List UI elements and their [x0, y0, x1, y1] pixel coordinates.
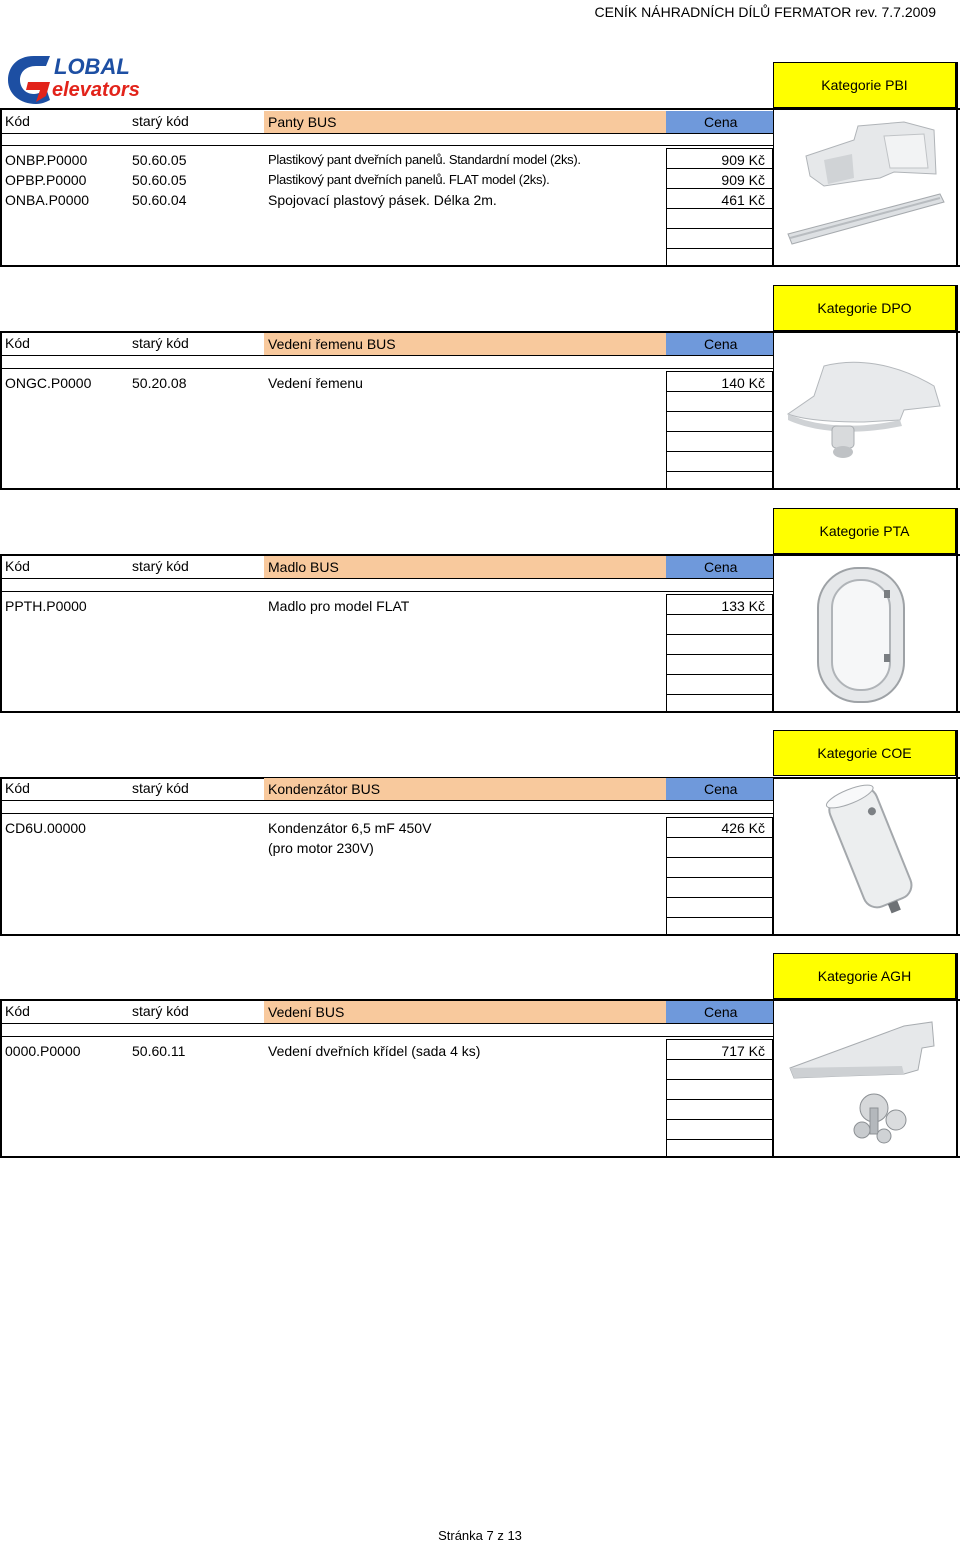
- table-row: 0000.P0000 50.60.11 Vedení dveřních křídel (sada 4 ks) 717 Kč: [5, 1043, 765, 1059]
- table-row: ONBP.P0000 50.60.05 Plastikový pant dveřních panelů. Standardní model (2ks). 909 Kč: [5, 152, 765, 168]
- col-cena: Cena: [666, 111, 773, 133]
- column-header-row: Kód starý kód Vedení BUS Cena: [0, 1001, 773, 1023]
- column-header-row: [0, 111, 773, 133]
- svg-text:elevators: elevators: [52, 79, 140, 101]
- table-row: PPTH.P0000 Madlo pro model FLAT 133 Kč: [5, 598, 765, 614]
- handle-product-image: [812, 564, 912, 706]
- door-guide-product-image: [784, 1012, 948, 1148]
- group-title: Panty BUS: [264, 111, 666, 133]
- hinge-product-image: [784, 116, 948, 266]
- table-row: CD6U.00000 Kondenzátor 6,5 mF 450V 426 Kč: [5, 820, 765, 836]
- group-title: Vedení řemenu BUS: [264, 333, 666, 355]
- global-elevators-logo: [6, 52, 186, 108]
- svg-text:LOBAL: LOBAL: [54, 54, 130, 79]
- table-row: (pro motor 230V): [268, 840, 374, 856]
- document-title: CENÍK NÁHRADNÍCH DÍLŮ FERMATOR rev. 7.7.2009: [594, 4, 936, 20]
- category-label-agh: Kategorie AGH: [773, 953, 956, 999]
- belt-guide-product-image: [784, 356, 948, 466]
- table-row: OPBP.P0000 50.60.05 Plastikový pant dveřních panelů. FLAT model (2ks). 909 Kč: [5, 172, 765, 188]
- table-row: ONGC.P0000 50.20.08 Vedení řemenu 140 Kč: [5, 375, 765, 391]
- group-title: Kondenzátor BUS: [264, 778, 666, 800]
- column-header-row: Kód starý kód Madlo BUS Cena: [0, 556, 773, 578]
- capacitor-product-image: [808, 784, 938, 922]
- category-label-coe: Kategorie COE: [773, 730, 956, 776]
- category-label-dpo: Kategorie DPO: [773, 285, 956, 331]
- group-title: Vedení BUS: [264, 1001, 666, 1023]
- group-title: Madlo BUS: [264, 556, 666, 578]
- column-header-row: Kód starý kód Vedení řemenu BUS Cena: [0, 333, 773, 355]
- category-label-pta: Kategorie PTA: [773, 508, 956, 554]
- col-kod: Kód: [5, 113, 30, 129]
- column-header-row: Kód starý kód Kondenzátor BUS Cena: [0, 778, 773, 800]
- table-row: ONBA.P0000 50.60.04 Spojovací plastový pásek. Délka 2m. 461 Kč: [5, 192, 765, 208]
- col-stary-kod: starý kód: [132, 113, 189, 129]
- page-number: Stránka 7 z 13: [438, 1528, 522, 1543]
- category-label-pbi: Kategorie PBI: [773, 62, 956, 108]
